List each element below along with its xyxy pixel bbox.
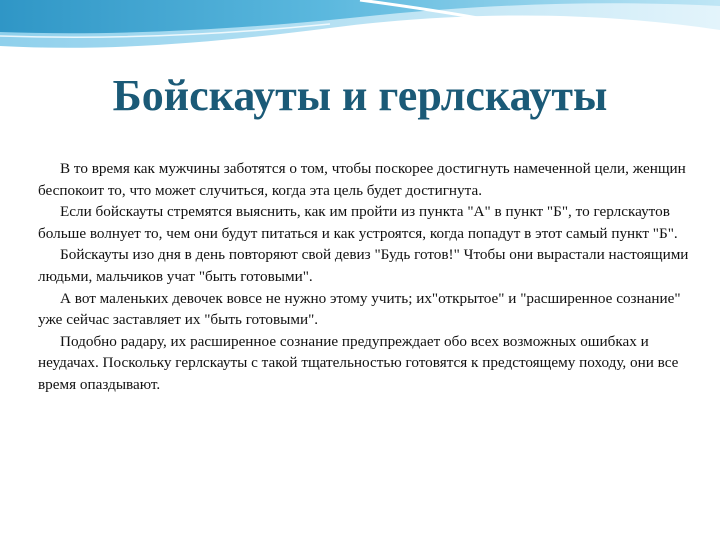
slide-title: Бойскауты и герлскауты bbox=[112, 71, 608, 120]
paragraph-2: Если бойскауты стремятся выяснить, как им пройти из пункта "А" в пункт "Б", то герлскаутов больше волнует то, чем они будут питаться и как устроятся, когда попадут в этот самый пункт "Б". bbox=[38, 203, 678, 242]
paragraph-4: А вот маленьких девочек вовсе не нужно этому учить; их"открытое" и "расширенное сознание" уже сейчас заставляет их "быть готовыми". bbox=[38, 289, 681, 329]
body-text bbox=[38, 158, 690, 396]
paragraph-3: Бойскауты изо дня в день повторяют свой девиз "Будь готов!" Чтобы они вырастали настоящими людьми, мальчиков учат "быть готовыми". bbox=[38, 246, 689, 285]
paragraph-1: В то время как мужчины заботятся о том, чтобы поскорее достигнуть намеченной цели, женщин беспокоит то, что может случиться, когда эта цель будет достигнута. bbox=[38, 160, 686, 199]
paragraph-5: Подобно радару, их расширенное сознание предупреждает обо всех возможных ошибках и неудачах. Поскольку герлскауты с такой тщательностью готовятся к предстоящему походу, они все время опаздывают. bbox=[38, 332, 679, 393]
